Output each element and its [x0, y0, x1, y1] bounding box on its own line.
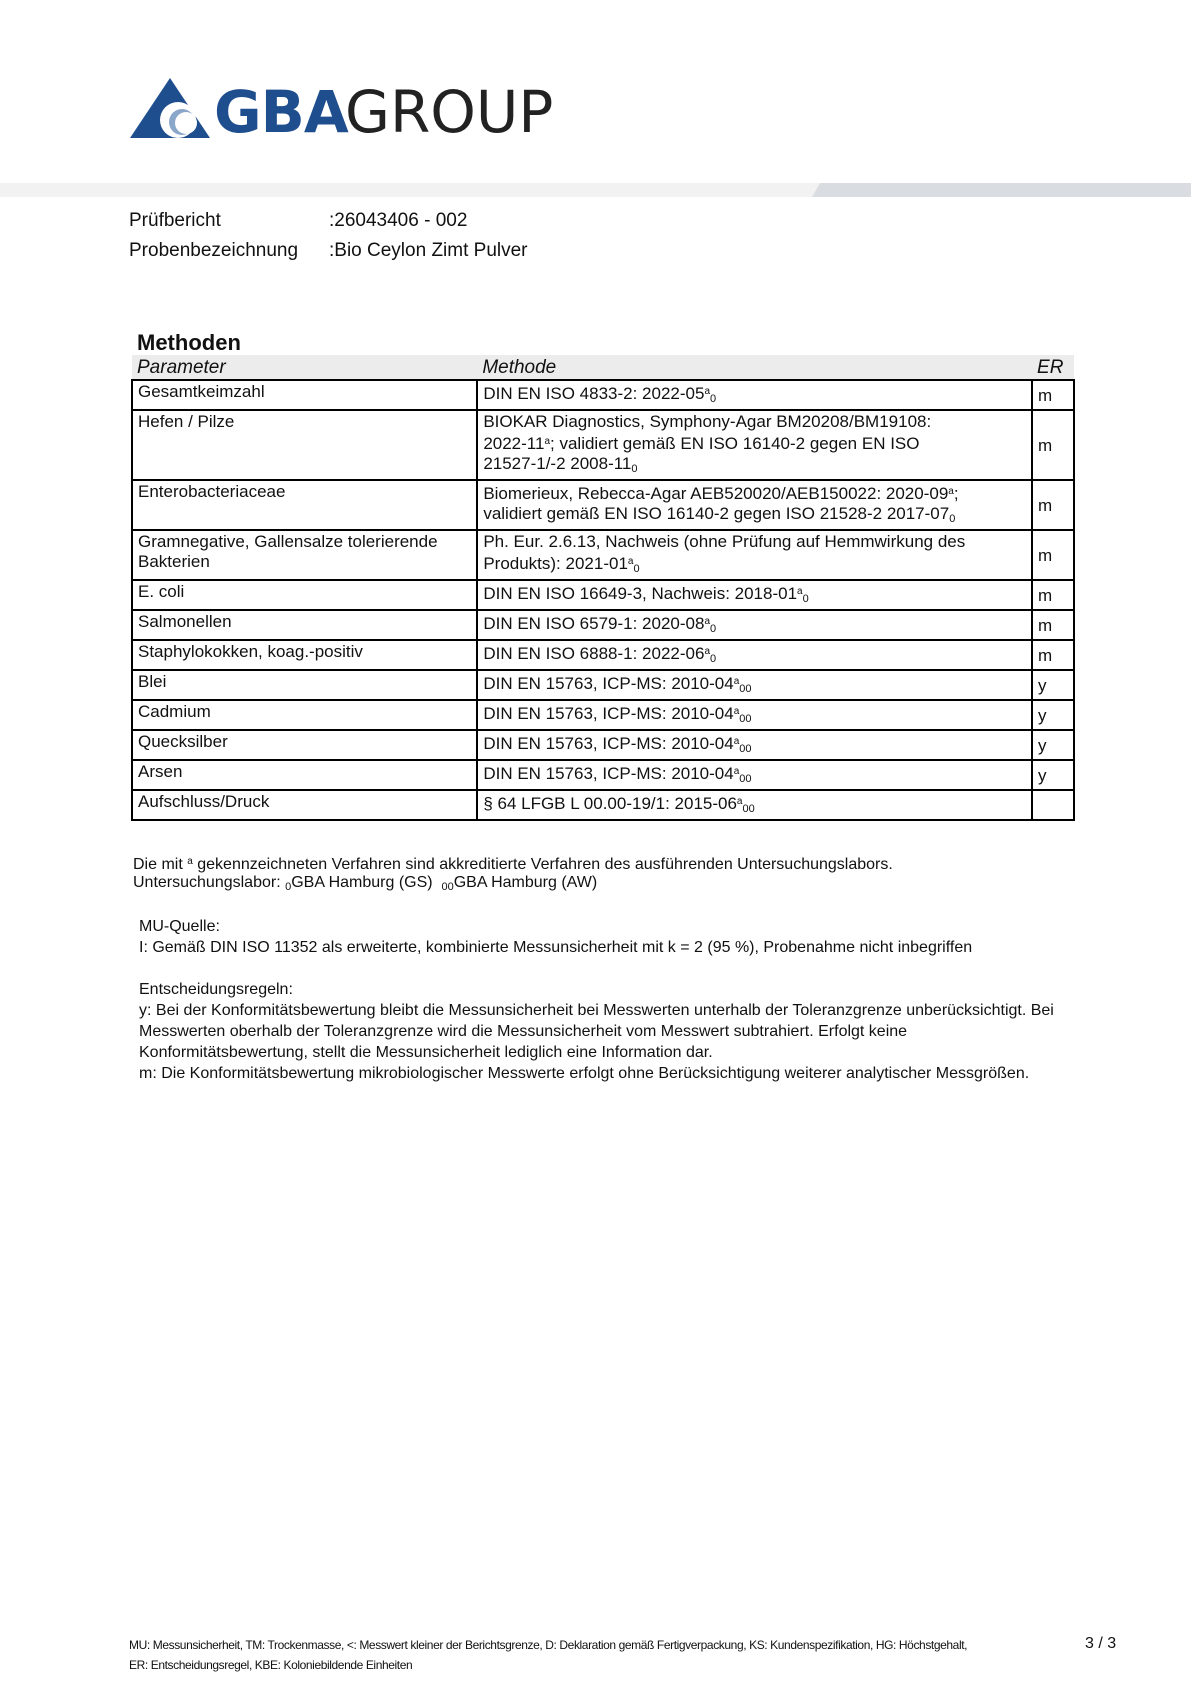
er-cell: y — [1032, 670, 1074, 700]
method-cell: DIN EN 15763, ICP-MS: $2010-04^a_{00}$ — [477, 670, 1032, 700]
method-cell: DIN EN ISO 6888-1: $2022-06^a_0$ — [477, 640, 1032, 670]
report-number-label: Prüfbericht — [129, 210, 221, 231]
er-cell: m — [1032, 530, 1074, 580]
page-number: 3 / 3 — [1085, 1635, 1117, 1652]
er-cell: m — [1032, 480, 1074, 530]
methods-table — [131, 355, 1075, 821]
decision-rules-title: Entscheidungsregeln: — [139, 981, 293, 998]
table-row — [132, 530, 1074, 580]
er-cell — [1032, 790, 1074, 820]
er-cell: y — [1032, 700, 1074, 730]
parameter-cell: Staphylokokken, koag.-positiv — [132, 640, 477, 670]
parameter-cell: Aufschluss/Druck — [132, 790, 477, 820]
method-cell: § 64 LFGB L 00.00-19/1: $2015-06^a_{00}$ — [477, 790, 1032, 820]
parameter-cell: Hefen / Pilze — [132, 410, 477, 480]
logo-brand-bold: GBA — [214, 78, 348, 146]
footer-legend — [129, 1635, 967, 1675]
sample-name-label: Probenbezeichnung — [129, 240, 299, 261]
er-cell: m — [1032, 380, 1074, 410]
table-row — [132, 760, 1074, 790]
mu-source-title: MU-Quelle: — [139, 918, 220, 935]
parameter-cell: Quecksilber — [132, 730, 477, 760]
method-cell: DIN EN ISO 6579-1: $2020-08^a_0$ — [477, 610, 1032, 640]
parameter-cell: Salmonellen — [132, 610, 477, 640]
method-cell: DIN EN ISO 16649-3, Nachweis: $2018-01^a_0$ — [477, 580, 1032, 610]
parameter-cell: Gramnegative, Gallensalze tolerierende Bakterien — [132, 530, 477, 580]
method-cell: BIOKAR Diagnostics, Symphony-Agar BM20208/BM19108: 2022-11$^a$; validiert gemäß EN ISO 16140-2 gegen EN ISO 21527-1/-2 $2008-11_0$ — [477, 410, 1032, 480]
parameter-cell: Gesamtkeimzahl — [132, 380, 477, 410]
laboratory-note: Untersuchungslabor: $_0$GBA Hamburg (GS) $_{00}$GBA Hamburg (AW) — [133, 874, 598, 893]
table-row — [132, 580, 1074, 610]
header-method: Methode — [477, 355, 1032, 380]
table-row — [132, 610, 1074, 640]
decision-rule-y: y: Bei der Konformitätsbewertung bleibt die Messunsicherheit bei Messwerten unterhalb der Toleranzgrenze unberücksichtigt. Bei Messwerten oberhalb der Toleranzgrenze wird die Messunsicherheit vom Messwert subtrahiert. Erfolgt keine Konformitätsbewertung, stellt die Messunsicherheit lediglich eine Information dar. — [139, 1002, 1054, 1061]
method-cell: DIN EN 15763, ICP-MS: $2010-04^a_{00}$ — [477, 760, 1032, 790]
method-cell: Ph. Eur. 2.6.13, Nachweis (ohne Prüfung auf Hemmwirkung des Produkts): $2021-01^a_0$ — [477, 530, 1032, 580]
er-cell: y — [1032, 730, 1074, 760]
header-parameter: Parameter — [132, 355, 477, 380]
header-er: ER — [1032, 355, 1074, 380]
er-cell: m — [1032, 580, 1074, 610]
er-cell: m — [1032, 640, 1074, 670]
report-number-value: :26043406 - 002 — [329, 210, 468, 231]
table-row — [132, 730, 1074, 760]
accreditation-note: Die mit $^a$ gekennzeichneten Verfahren sind akkreditierte Verfahren des ausführenden Untersuchungslabors. — [133, 856, 893, 873]
section-title: Methoden — [137, 330, 241, 355]
table-row — [132, 480, 1074, 530]
table-header-row — [132, 355, 1074, 380]
footer-legend-line: MU: Messunsicherheit, TM: Trockenmasse, <: Messwert kleiner der Berichtsgrenze, D: Deklaration gemäß Fertigverpackung, KS: Kundenspezifikation, HG: Höchstgehalt, — [129, 1638, 968, 1652]
parameter-cell: Cadmium — [132, 700, 477, 730]
method-cell: Biomerieux, Rebecca-Agar AEB520020/AEB150022: 2020-09$^a$; validiert gemäß EN ISO 16140-2 gegen ISO 21528-2 $2017-07_0$ — [477, 480, 1032, 530]
method-cell: DIN EN ISO 4833-2: $2022-05^a_0$ — [477, 380, 1032, 410]
table-row — [132, 640, 1074, 670]
method-cell: DIN EN 15763, ICP-MS: $2010-04^a_{00}$ — [477, 730, 1032, 760]
decision-rule-m: m: Die Konformitätsbewertung mikrobiologischer Messwerte erfolgt ohne Berücksichtigung weiterer analytischer Messgrößen. — [139, 1065, 1030, 1082]
logo-brand-light: GROUP — [345, 78, 554, 146]
table-row — [132, 380, 1074, 410]
er-cell: m — [1032, 410, 1074, 480]
er-cell: y — [1032, 760, 1074, 790]
footer-legend-line: ER: Entscheidungsregel, KBE: Koloniebildende Einheiten — [129, 1658, 413, 1672]
gba-triangle-logo-icon — [130, 78, 212, 144]
method-cell: DIN EN 15763, ICP-MS: $2010-04^a_{00}$ — [477, 700, 1032, 730]
er-cell: m — [1032, 610, 1074, 640]
table-row — [132, 410, 1074, 480]
parameter-cell: Blei — [132, 670, 477, 700]
table-row — [132, 670, 1074, 700]
parameter-cell: E. coli — [132, 580, 477, 610]
table-row — [132, 790, 1074, 820]
sample-name-value: :Bio Ceylon Zimt Pulver — [329, 240, 528, 261]
parameter-cell: Enterobacteriaceae — [132, 480, 477, 530]
company-logo — [130, 76, 560, 146]
parameter-cell: Arsen — [132, 760, 477, 790]
header-band — [0, 183, 1191, 197]
table-row — [132, 700, 1074, 730]
mu-source-text: I: Gemäß DIN ISO 11352 als erweiterte, kombinierte Messunsicherheit mit k = 2 (95 %), Probenahme nicht inbegriffen — [139, 939, 973, 956]
